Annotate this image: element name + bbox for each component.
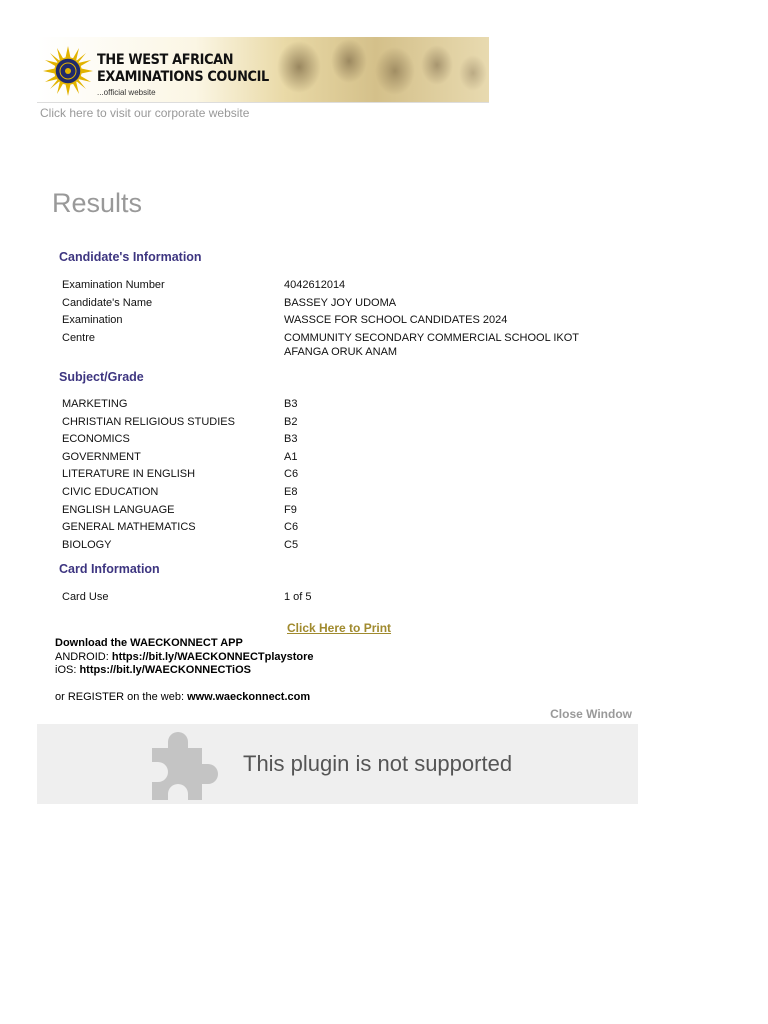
- waec-banner: [37, 37, 489, 103]
- table-row: [62, 485, 602, 499]
- row-value: BASSEY JOY UDOMA: [284, 296, 397, 309]
- card-info-heading: Card Information: [59, 562, 160, 576]
- table-row: [62, 278, 602, 292]
- subject-grade: B3: [284, 433, 298, 446]
- organization-name: THE WEST AFRICAN EXAMINATIONS COUNCIL: [97, 52, 269, 85]
- table-row: [62, 432, 602, 446]
- subject-grade: A1: [284, 450, 298, 463]
- subject-name: BIOLOGY: [62, 538, 112, 551]
- row-value: WASSCE FOR SCHOOL CANDIDATES 2024: [284, 314, 508, 327]
- ios-url: https://bit.ly/WAECKONNECTiOS: [79, 664, 251, 676]
- subject-name: GOVERNMENT: [62, 450, 141, 463]
- table-row: [62, 296, 602, 310]
- subject-name: CIVIC EDUCATION: [62, 485, 159, 498]
- card-info-table: [62, 590, 602, 608]
- subject-grade: B2: [284, 415, 298, 428]
- row-label: Candidate's Name: [62, 296, 153, 309]
- table-row: [62, 520, 602, 534]
- table-row: [62, 397, 602, 411]
- candidate-info-table: [62, 278, 602, 362]
- subject-name: ECONOMICS: [62, 433, 130, 446]
- subject-name: MARKETING: [62, 398, 128, 410]
- table-row: [62, 503, 602, 517]
- app-download-info: [55, 637, 314, 704]
- banner-tagline: ...official website: [97, 88, 156, 97]
- puzzle-piece-icon: [150, 728, 220, 800]
- subject-name: LITERATURE IN ENGLISH: [62, 468, 196, 481]
- table-row: [62, 467, 602, 481]
- subject-grade-heading: Subject/Grade: [59, 370, 144, 384]
- subject-grade: E8: [284, 485, 298, 498]
- subject-name: CHRISTIAN RELIGIOUS STUDIES: [62, 415, 235, 428]
- table-row: [62, 538, 602, 552]
- table-row: [62, 313, 602, 327]
- print-link[interactable]: Click Here to Print: [287, 621, 392, 635]
- ios-label: iOS:: [55, 664, 80, 676]
- table-row: [62, 450, 602, 464]
- close-window-link[interactable]: Close Window: [550, 707, 632, 721]
- row-value: COMMUNITY SECONDARY COMMERCIAL SCHOOL IKOT AFANGA ORUK ANAM: [284, 331, 579, 358]
- candidate-info-heading: Candidate's Information: [59, 250, 202, 264]
- subject-grade: C6: [284, 521, 299, 534]
- register-url: www.waeckonnect.com: [187, 690, 311, 703]
- table-row: [62, 331, 602, 359]
- row-value: 1 of 5: [284, 591, 312, 603]
- plugin-placeholder: [37, 724, 638, 804]
- register-label: or REGISTER on the web:: [55, 690, 188, 703]
- subject-grade: C5: [284, 538, 299, 551]
- plugin-unsupported-message: This plugin is not supported: [243, 751, 513, 776]
- subject-name: GENERAL MATHEMATICS: [62, 521, 196, 534]
- row-label: Examination: [62, 314, 123, 327]
- subject-grade: F9: [284, 503, 297, 516]
- row-label: Examination Number: [62, 279, 165, 291]
- android-label: ANDROID:: [55, 650, 112, 663]
- page-title: Results: [52, 188, 143, 218]
- subject-name: ENGLISH LANGUAGE: [62, 503, 175, 516]
- corporate-website-link[interactable]: Click here to visit our corporate website: [40, 106, 250, 120]
- download-heading: Download the WAECKONNECT APP: [55, 637, 243, 649]
- subject-grade: B3: [284, 398, 298, 410]
- row-value: 4042612014: [284, 279, 346, 291]
- table-row: [62, 590, 602, 604]
- subject-grade-table: [62, 397, 602, 555]
- subject-grade: C6: [284, 468, 299, 481]
- banner-photo: [277, 37, 489, 102]
- waec-seal-logo: [43, 46, 93, 96]
- row-label: Centre: [62, 331, 96, 344]
- table-row: [62, 415, 602, 429]
- row-label: Card Use: [62, 591, 109, 603]
- android-url: https://bit.ly/WAECKONNECTplaystore: [111, 650, 314, 663]
